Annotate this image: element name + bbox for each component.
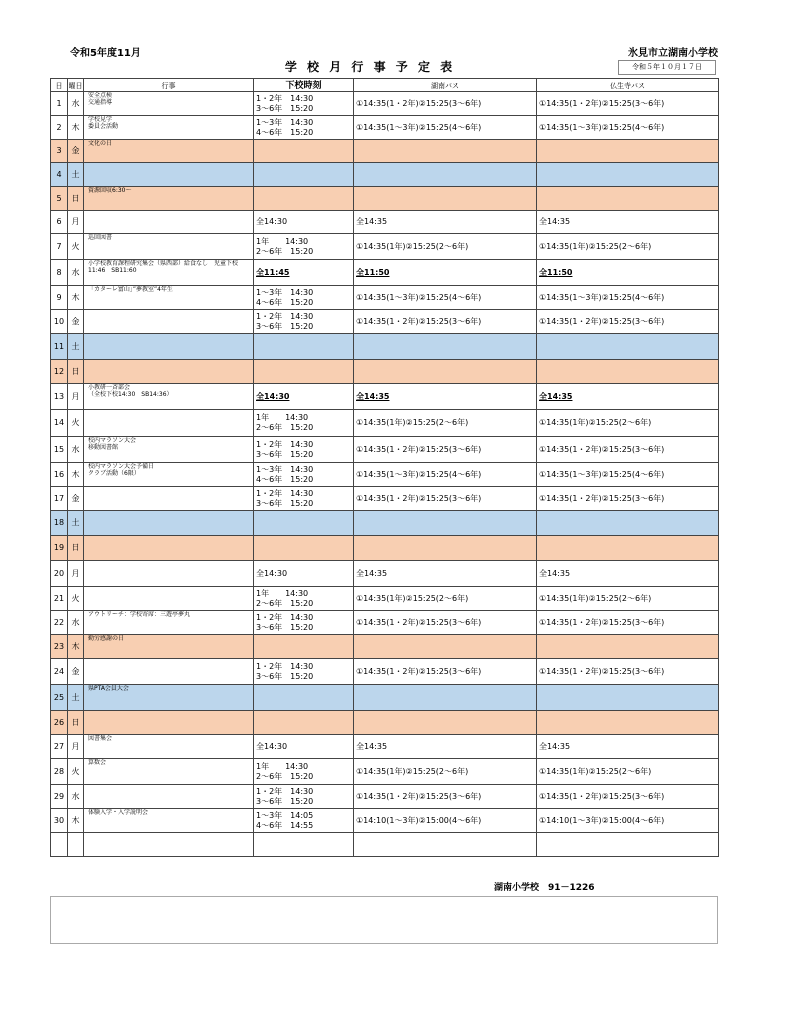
event-cell — [84, 833, 254, 857]
weekday-cell: 水 — [68, 437, 84, 463]
busshoji-bus-cell: ①14:35(1・2年)②15:25(3～6年) — [537, 785, 719, 809]
weekday-cell: 火 — [68, 234, 84, 260]
konan-bus-cell: ①14:35(1年)②15:25(2～6年) — [354, 410, 537, 437]
dismissal-time-cell — [254, 833, 354, 857]
table-row — [51, 234, 719, 260]
busshoji-bus-cell: ①14:35(1～3年)②15:25(4～6年) — [537, 463, 719, 487]
event-cell: 算数会 — [84, 759, 254, 785]
table-row — [51, 611, 719, 635]
school-name: 氷見市立湖南小学校 — [628, 48, 718, 59]
dismissal-time-cell — [254, 511, 354, 536]
event-cell — [84, 360, 254, 384]
day-cell: 12 — [51, 360, 68, 384]
konan-bus-cell — [354, 334, 537, 360]
busshoji-bus-cell — [537, 163, 719, 187]
weekday-cell: 火 — [68, 759, 84, 785]
weekday-cell: 土 — [68, 334, 84, 360]
busshoji-bus-cell: ①14:35(1・2年)②15:25(3～6年) — [537, 659, 719, 685]
table-row — [51, 536, 719, 561]
dismissal-time-cell — [254, 685, 354, 711]
event-cell: 県PTA会員大会 — [84, 685, 254, 711]
table-row — [51, 487, 719, 511]
table-row — [51, 116, 719, 140]
day-cell: 9 — [51, 286, 68, 310]
day-cell: 10 — [51, 310, 68, 334]
konan-bus-cell: 全11:50 — [354, 260, 537, 286]
weekday-cell: 月 — [68, 384, 84, 410]
weekday-cell: 水 — [68, 785, 84, 809]
weekday-cell: 金 — [68, 487, 84, 511]
konan-bus-cell: ①14:35(1～3年)②15:25(4～6年) — [354, 463, 537, 487]
day-cell: 6 — [51, 211, 68, 234]
konan-bus-cell: ①14:35(1～3年)②15:25(4～6年) — [354, 286, 537, 310]
konan-bus-cell: ①14:35(1年)②15:25(2～6年) — [354, 234, 537, 260]
konan-bus-cell: ①14:35(1・2年)②15:25(3～6年) — [354, 437, 537, 463]
event-cell: 文化の日 — [84, 140, 254, 163]
busshoji-bus-cell — [537, 360, 719, 384]
table-row — [51, 809, 719, 833]
day-cell: 25 — [51, 685, 68, 711]
col-header-event: 行事 — [84, 79, 254, 92]
day-cell: 14 — [51, 410, 68, 437]
table-row — [51, 587, 719, 611]
busshoji-bus-cell — [537, 711, 719, 735]
day-cell: 19 — [51, 536, 68, 561]
col-header-konan-bus: 湖南バス — [354, 79, 537, 92]
konan-bus-cell: 全14:35 — [354, 384, 537, 410]
event-cell: 小学校教育課程研究集会（県西部）給食なし 児童下校11:46 SB11:60 — [84, 260, 254, 286]
konan-bus-cell: 全14:35 — [354, 211, 537, 234]
konan-bus-cell: ①14:35(1年)②15:25(2～6年) — [354, 759, 537, 785]
event-cell — [84, 561, 254, 587]
busshoji-bus-cell — [537, 334, 719, 360]
day-cell: 1 — [51, 92, 68, 116]
busshoji-bus-cell: ①14:35(1年)②15:25(2～6年) — [537, 587, 719, 611]
dismissal-time-cell: 1・2年 14:30 3～6年 15:20 — [254, 611, 354, 635]
dismissal-time-cell: 1～3年 14:30 4～6年 15:20 — [254, 463, 354, 487]
dismissal-time-cell: 1・2年 14:30 3～6年 15:20 — [254, 785, 354, 809]
event-cell: 学校見学 委員会活動 — [84, 116, 254, 140]
weekday-cell: 日 — [68, 536, 84, 561]
dismissal-time-cell: 1～3年 14:05 4～6年 14:55 — [254, 809, 354, 833]
table-row — [51, 187, 719, 211]
dismissal-time-cell: 全14:30 — [254, 211, 354, 234]
weekday-cell: 火 — [68, 410, 84, 437]
footer-contact: 湖南小学校 91－1226 — [494, 883, 595, 893]
col-header-weekday: 曜日 — [68, 79, 84, 92]
day-cell: 16 — [51, 463, 68, 487]
day-cell: 15 — [51, 437, 68, 463]
day-cell: 27 — [51, 735, 68, 759]
weekday-cell: 金 — [68, 140, 84, 163]
col-header-dismissal-time: 下校時刻 — [254, 79, 354, 92]
col-header-day: 日 — [51, 79, 68, 92]
konan-bus-cell: 全14:35 — [354, 561, 537, 587]
schedule-body — [51, 92, 719, 857]
event-cell — [84, 711, 254, 735]
day-cell: 13 — [51, 384, 68, 410]
busshoji-bus-cell — [537, 140, 719, 163]
table-row — [51, 561, 719, 587]
table-row — [51, 635, 719, 659]
konan-bus-cell — [354, 140, 537, 163]
busshoji-bus-cell: 全14:35 — [537, 211, 719, 234]
weekday-cell: 木 — [68, 463, 84, 487]
issue-date: 令和５年１０月１７日 — [618, 60, 716, 75]
day-cell: 17 — [51, 487, 68, 511]
table-row — [51, 735, 719, 759]
weekday-cell: 木 — [68, 286, 84, 310]
event-cell: 校内マラソン大会 移動図書館 — [84, 437, 254, 463]
busshoji-bus-cell: 全11:50 — [537, 260, 719, 286]
busshoji-bus-cell — [537, 833, 719, 857]
day-cell: 24 — [51, 659, 68, 685]
dismissal-time-cell: 1年 14:30 2～6年 15:20 — [254, 410, 354, 437]
event-cell — [84, 587, 254, 611]
busshoji-bus-cell: ①14:35(1・2年)②15:25(3～6年) — [537, 437, 719, 463]
event-cell: 図書集会 — [84, 735, 254, 759]
day-cell: 7 — [51, 234, 68, 260]
busshoji-bus-cell: ①14:35(1・2年)②15:25(3～6年) — [537, 310, 719, 334]
day-cell: 2 — [51, 116, 68, 140]
event-cell — [84, 659, 254, 685]
event-cell — [84, 334, 254, 360]
table-row — [51, 463, 719, 487]
event-cell — [84, 163, 254, 187]
dismissal-time-cell — [254, 140, 354, 163]
page-title: 学 校 月 行 事 予 定 表 — [284, 60, 456, 74]
busshoji-bus-cell: ①14:35(1・2年)②15:25(3～6年) — [537, 611, 719, 635]
event-cell: 「カターレ富山」”夢教室”4年生 — [84, 286, 254, 310]
dismissal-time-cell: 1年 14:30 2～6年 15:20 — [254, 587, 354, 611]
weekday-cell: 月 — [68, 211, 84, 234]
event-cell — [84, 487, 254, 511]
day-cell: 8 — [51, 260, 68, 286]
weekday-cell: 火 — [68, 587, 84, 611]
day-cell: 23 — [51, 635, 68, 659]
busshoji-bus-cell — [537, 187, 719, 211]
day-cell: 11 — [51, 334, 68, 360]
day-cell: 20 — [51, 561, 68, 587]
table-row — [51, 711, 719, 735]
dismissal-time-cell — [254, 536, 354, 561]
konan-bus-cell — [354, 685, 537, 711]
event-cell: 資源回収6:30～ — [84, 187, 254, 211]
konan-bus-cell: ①14:35(1・2年)②15:25(3～6年) — [354, 92, 537, 116]
weekday-cell: 水 — [68, 611, 84, 635]
busshoji-bus-cell: ①14:35(1～3年)②15:25(4～6年) — [537, 116, 719, 140]
weekday-cell: 金 — [68, 310, 84, 334]
table-row — [51, 260, 719, 286]
konan-bus-cell — [354, 187, 537, 211]
weekday-cell: 日 — [68, 187, 84, 211]
table-row — [51, 310, 719, 334]
busshoji-bus-cell: 全14:35 — [537, 561, 719, 587]
table-row — [51, 211, 719, 234]
konan-bus-cell — [354, 833, 537, 857]
konan-bus-cell: ①14:35(1・2年)②15:25(3～6年) — [354, 611, 537, 635]
day-cell: 3 — [51, 140, 68, 163]
weekday-cell: 水 — [68, 260, 84, 286]
table-row — [51, 785, 719, 809]
dismissal-time-cell: 1・2年 14:30 3～6年 15:20 — [254, 437, 354, 463]
table-row — [51, 140, 719, 163]
weekday-cell: 土 — [68, 163, 84, 187]
busshoji-bus-cell: ①14:35(1・2年)②15:25(3～6年) — [537, 92, 719, 116]
konan-bus-cell: ①14:35(1・2年)②15:25(3～6年) — [354, 659, 537, 685]
event-cell: 安全点検 交通指導 — [84, 92, 254, 116]
dismissal-time-cell — [254, 711, 354, 735]
konan-bus-cell — [354, 360, 537, 384]
table-row — [51, 759, 719, 785]
konan-bus-cell — [354, 635, 537, 659]
day-cell: 18 — [51, 511, 68, 536]
busshoji-bus-cell: 全14:35 — [537, 384, 719, 410]
table-row — [51, 833, 719, 857]
busshoji-bus-cell: ①14:35(1年)②15:25(2～6年) — [537, 234, 719, 260]
konan-bus-cell: ①14:35(1年)②15:25(2～6年) — [354, 587, 537, 611]
table-row — [51, 511, 719, 536]
dismissal-time-cell — [254, 187, 354, 211]
table-row — [51, 334, 719, 360]
busshoji-bus-cell: ①14:35(1年)②15:25(2～6年) — [537, 410, 719, 437]
busshoji-bus-cell: ①14:35(1～3年)②15:25(4～6年) — [537, 286, 719, 310]
header-row — [51, 79, 719, 92]
weekday-cell: 水 — [68, 92, 84, 116]
dismissal-time-cell — [254, 360, 354, 384]
table-row — [51, 360, 719, 384]
dismissal-time-cell: 全11:45 — [254, 260, 354, 286]
dismissal-time-cell: 1・2年 14:30 3～6年 15:20 — [254, 487, 354, 511]
fiscal-month-label: 令和5年度11月 — [70, 48, 141, 59]
event-cell — [84, 310, 254, 334]
dismissal-time-cell: 1・2年 14:30 3～6年 15:20 — [254, 659, 354, 685]
event-cell: 勤労感謝の日 — [84, 635, 254, 659]
table-row — [51, 410, 719, 437]
weekday-cell: 木 — [68, 116, 84, 140]
day-cell — [51, 833, 68, 857]
busshoji-bus-cell — [537, 511, 719, 536]
konan-bus-cell: 全14:35 — [354, 735, 537, 759]
busshoji-bus-cell: 全14:35 — [537, 735, 719, 759]
weekday-cell: 月 — [68, 561, 84, 587]
day-cell: 26 — [51, 711, 68, 735]
busshoji-bus-cell — [537, 536, 719, 561]
weekday-cell: 日 — [68, 711, 84, 735]
konan-bus-cell: ①14:35(1・2年)②15:25(3～6年) — [354, 310, 537, 334]
busshoji-bus-cell: ①14:10(1～3年)②15:00(4～6年) — [537, 809, 719, 833]
dismissal-time-cell — [254, 163, 354, 187]
day-cell: 5 — [51, 187, 68, 211]
busshoji-bus-cell: ①14:35(1・2年)②15:25(3～6年) — [537, 487, 719, 511]
weekday-cell: 木 — [68, 809, 84, 833]
event-cell — [84, 410, 254, 437]
col-header-busshoji-bus: 仏生寺バス — [537, 79, 719, 92]
notes-box — [50, 896, 718, 944]
konan-bus-cell: ①14:35(1～3年)②15:25(4～6年) — [354, 116, 537, 140]
weekday-cell: 日 — [68, 360, 84, 384]
konan-bus-cell — [354, 163, 537, 187]
table-row — [51, 659, 719, 685]
day-cell: 22 — [51, 611, 68, 635]
table-row — [51, 92, 719, 116]
table-row — [51, 685, 719, 711]
weekday-cell: 木 — [68, 635, 84, 659]
weekday-cell: 月 — [68, 735, 84, 759]
konan-bus-cell — [354, 511, 537, 536]
event-cell — [84, 536, 254, 561]
weekday-cell: 土 — [68, 511, 84, 536]
konan-bus-cell — [354, 711, 537, 735]
weekday-cell — [68, 833, 84, 857]
event-cell — [84, 785, 254, 809]
dismissal-time-cell — [254, 334, 354, 360]
event-cell: アウトリーチ：学校寄席：三遊亭夢丸 — [84, 611, 254, 635]
event-cell: 校内マラソン大会予備日 クラブ活動（6限） — [84, 463, 254, 487]
table-row — [51, 163, 719, 187]
table-row — [51, 384, 719, 410]
schedule-table — [50, 78, 719, 857]
dismissal-time-cell: 全14:30 — [254, 384, 354, 410]
day-cell: 4 — [51, 163, 68, 187]
dismissal-time-cell: 1年 14:30 2～6年 15:20 — [254, 759, 354, 785]
dismissal-time-cell: 1・2年 14:30 3～6年 15:20 — [254, 92, 354, 116]
busshoji-bus-cell — [537, 685, 719, 711]
day-cell: 30 — [51, 809, 68, 833]
dismissal-time-cell: 1年 14:30 2～6年 15:20 — [254, 234, 354, 260]
busshoji-bus-cell — [537, 635, 719, 659]
weekday-cell: 土 — [68, 685, 84, 711]
day-cell: 29 — [51, 785, 68, 809]
table-row — [51, 286, 719, 310]
konan-bus-cell: ①14:10(1～3年)②15:00(4～6年) — [354, 809, 537, 833]
konan-bus-cell — [354, 536, 537, 561]
busshoji-bus-cell: ①14:35(1年)②15:25(2～6年) — [537, 759, 719, 785]
konan-bus-cell: ①14:35(1・2年)②15:25(3～6年) — [354, 487, 537, 511]
dismissal-time-cell: 1～3年 14:30 4～6年 15:20 — [254, 116, 354, 140]
event-cell: 小教研一斉部会 （全校下校14:30 SB14:36） — [84, 384, 254, 410]
day-cell: 28 — [51, 759, 68, 785]
dismissal-time-cell: 全14:30 — [254, 735, 354, 759]
dismissal-time-cell: 1・2年 14:30 3～6年 15:20 — [254, 310, 354, 334]
dismissal-time-cell: 全14:30 — [254, 561, 354, 587]
konan-bus-cell: ①14:35(1・2年)②15:25(3～6年) — [354, 785, 537, 809]
table-row — [51, 437, 719, 463]
event-cell — [84, 511, 254, 536]
dismissal-time-cell: 1～3年 14:30 4～6年 15:20 — [254, 286, 354, 310]
weekday-cell: 金 — [68, 659, 84, 685]
event-cell — [84, 211, 254, 234]
dismissal-time-cell — [254, 635, 354, 659]
day-cell: 21 — [51, 587, 68, 611]
event-cell: 体験入学・入学説明会 — [84, 809, 254, 833]
event-cell: 巡回図書 — [84, 234, 254, 260]
